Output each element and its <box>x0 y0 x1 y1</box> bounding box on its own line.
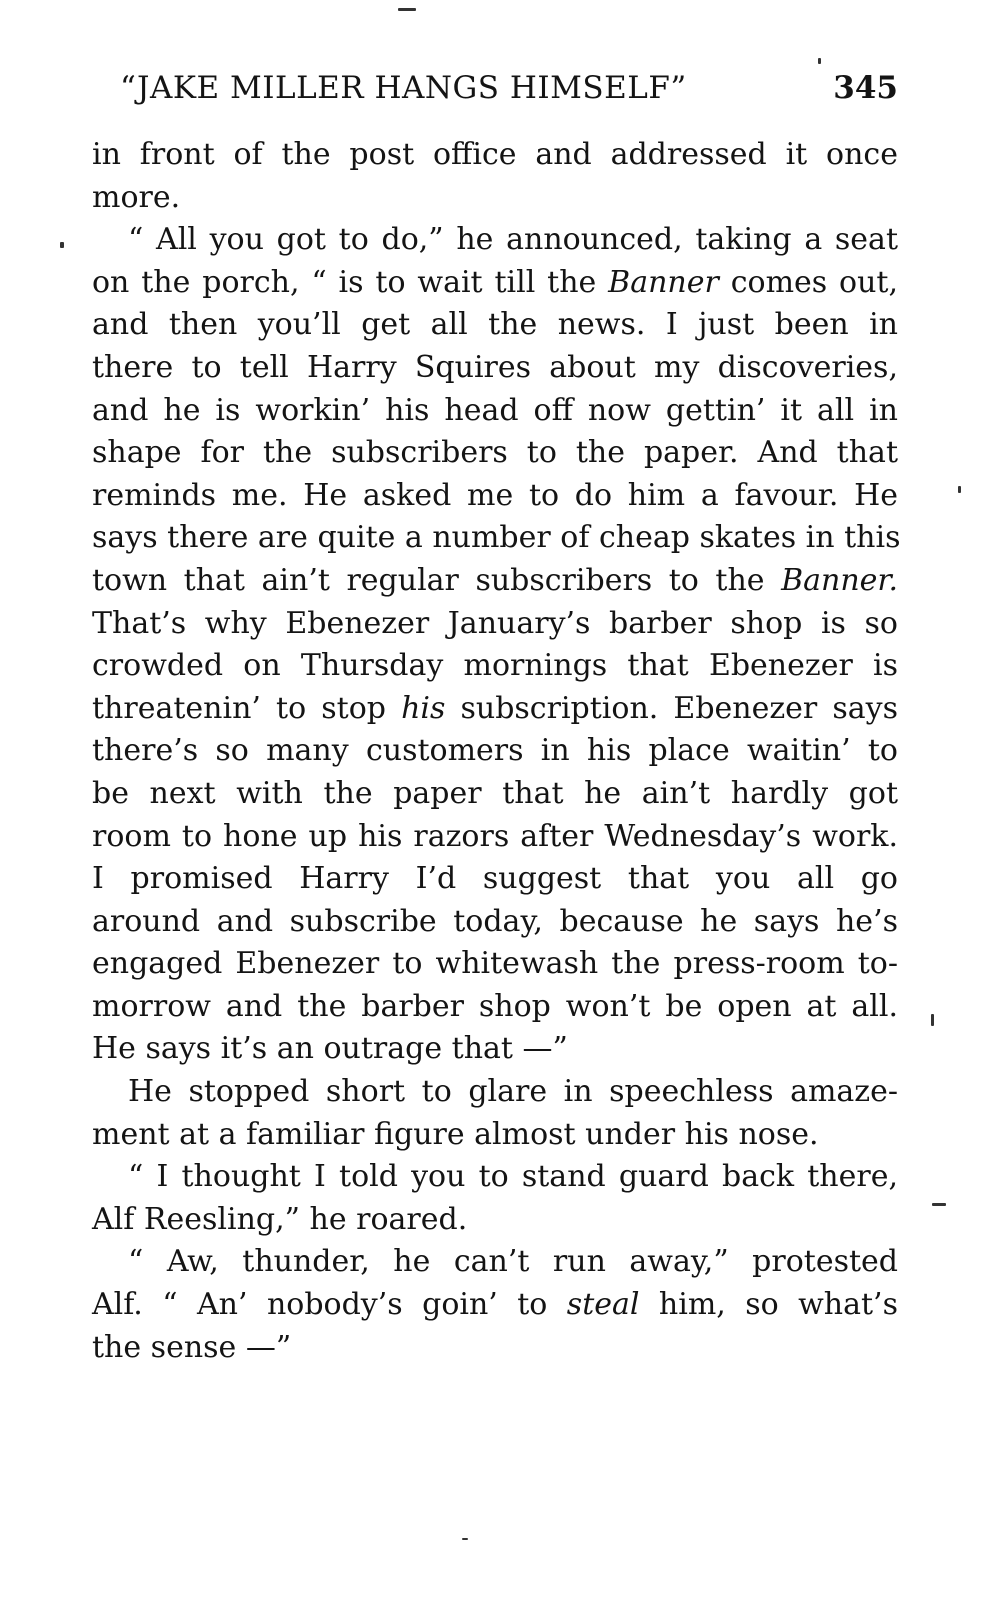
emphasis-text: steal <box>566 1287 640 1323</box>
text-line <box>92 560 898 603</box>
text-line: Alf Reesling,” he roared. <box>92 1201 468 1237</box>
text-line: He says it’s an outrage that —” <box>92 1031 568 1067</box>
ink-speck <box>60 242 64 248</box>
text-line: engaged Ebenezer to whitewash the press-room to- <box>92 946 898 982</box>
text-line: reminds me. He asked me to do him a favour. He <box>92 477 898 513</box>
text-segment: comes out, <box>718 264 899 300</box>
text-segment: him, so what’s <box>639 1287 898 1323</box>
ink-speck <box>462 1538 468 1540</box>
text-line: more. <box>92 179 181 215</box>
ink-speck <box>398 8 416 11</box>
emphasis-text: Banner <box>608 264 719 300</box>
ink-speck <box>931 1014 934 1026</box>
text-line: there’s so many customers in his place waitin’ to <box>92 733 898 769</box>
text-line: there to tell Harry Squires about my discoveries, <box>92 349 898 385</box>
text-line: “ Aw, thunder, he can’t run away,” protested <box>128 1244 898 1280</box>
text-line: shape for the subscribers to the paper. And that <box>92 435 898 471</box>
text-line: He stopped short to glare in speechless amaze- <box>128 1074 898 1110</box>
text-line: morrow and the barber shop won’t be open at all. <box>92 988 898 1024</box>
chapter-title: “JAKE MILLER HANGS HIMSELF” <box>120 70 687 106</box>
text-line: and then you’ll get all the news. I just been in <box>92 307 898 343</box>
text-line: I promised Harry I’d suggest that you all go <box>92 861 898 897</box>
text-segment: threatenin’ to stop <box>92 690 402 726</box>
text-line: ment at a familiar figure almost under his nose. <box>92 1116 819 1152</box>
text-line <box>92 262 898 305</box>
text-line: and he is workin’ his head off now gettin’ it all in <box>92 392 898 428</box>
text-line: “ I thought I told you to stand guard back there, <box>128 1159 898 1195</box>
emphasis-text: Banner. <box>781 562 898 598</box>
text-line: around and subscribe today, because he says he’s <box>92 903 898 939</box>
ink-speck <box>932 1203 946 1206</box>
text-segment: town that ain’t regular subscribers to the <box>92 562 782 598</box>
text-line <box>92 1284 898 1327</box>
body-text <box>92 134 901 1369</box>
text-line: That’s why Ebenezer January’s barber shop is so <box>92 605 898 641</box>
emphasis-text: his <box>401 690 446 726</box>
text-line: crowded on Thursday mornings that Ebenezer is <box>92 648 898 684</box>
text-segment: Alf. “ An’ nobody’s goin’ to <box>92 1287 567 1323</box>
text-line: be next with the paper that he ain’t hardly got <box>92 775 898 811</box>
ink-speck <box>958 486 961 493</box>
text-line: room to hone up his razors after Wednesday’s work. <box>92 818 898 854</box>
text-segment: on the porch, “ is to wait till the <box>92 264 609 300</box>
page-number: 345 <box>833 70 898 106</box>
text-line: says there are quite a number of cheap skates in this <box>92 520 901 556</box>
ink-speck <box>818 58 821 64</box>
text-line: the sense —” <box>92 1329 292 1365</box>
text-line: “ All you got to do,” he announced, taking a seat <box>128 222 898 258</box>
text-segment: subscription. Ebenezer says <box>445 690 898 726</box>
text-line <box>92 688 898 731</box>
running-head <box>120 70 898 120</box>
text-line: in front of the post office and addressed it once <box>92 137 898 172</box>
